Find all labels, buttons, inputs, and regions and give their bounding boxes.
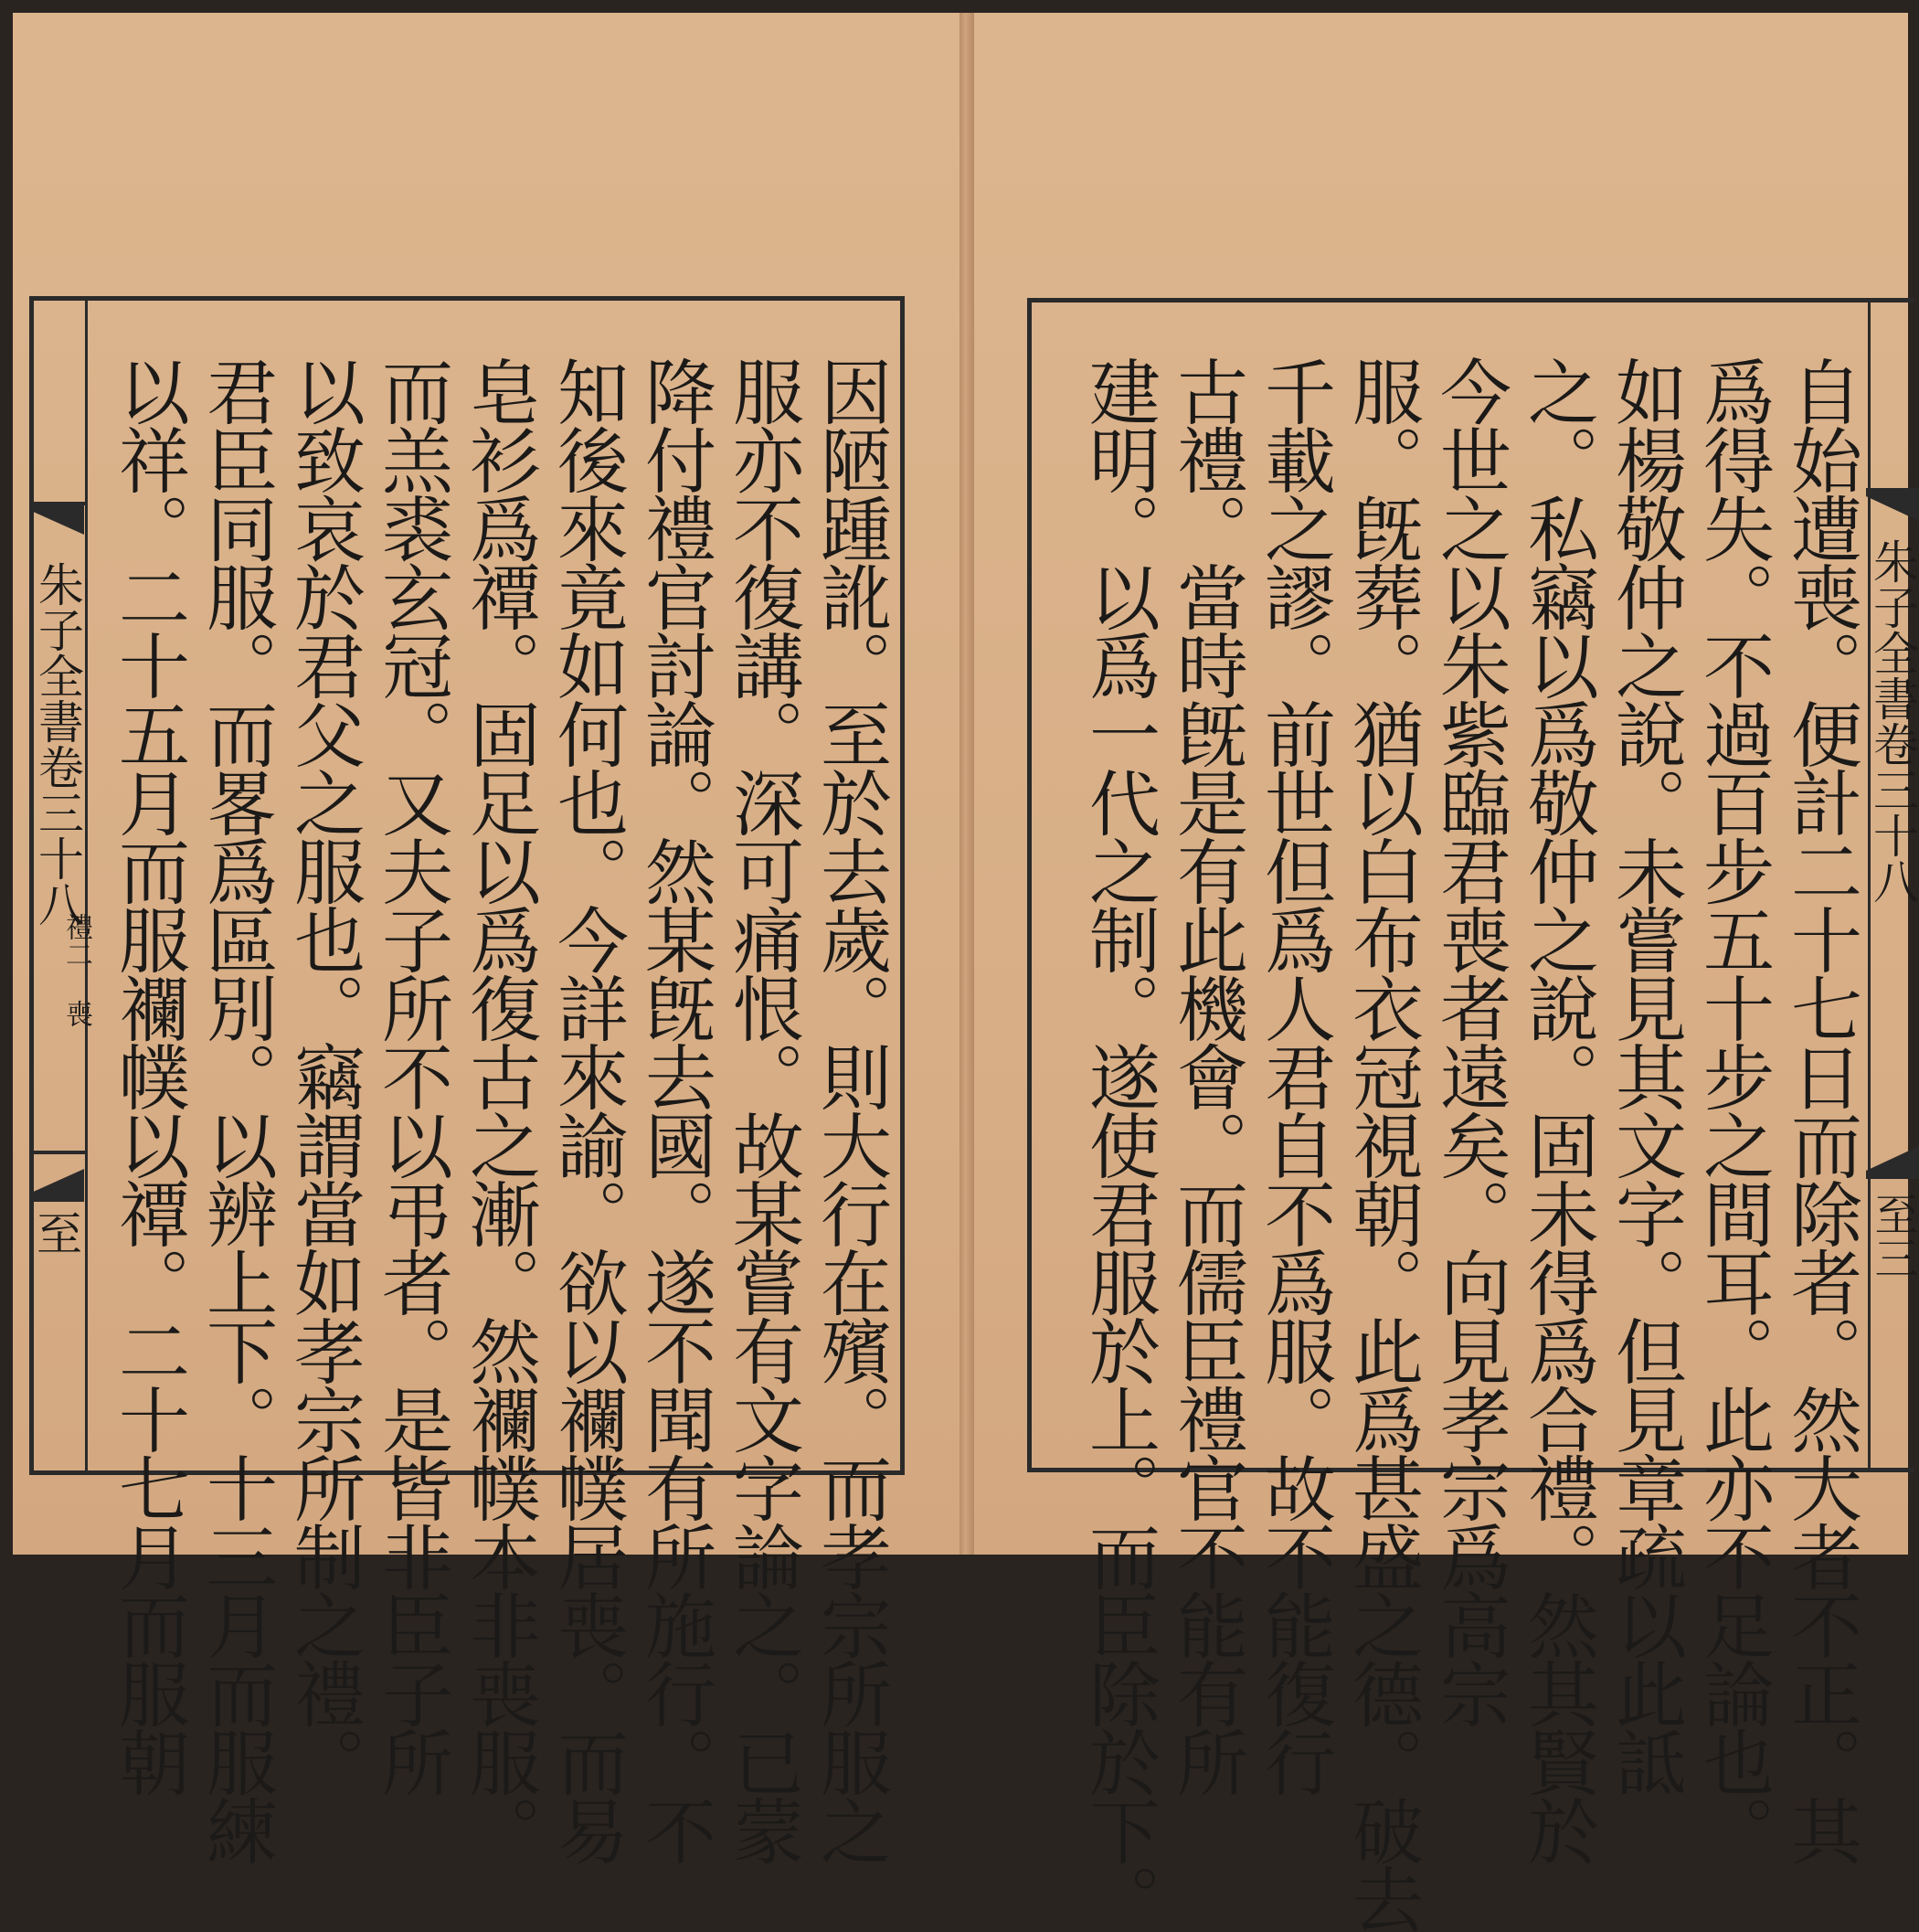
left-text-column: 皂衫爲禫。固足以爲復古之漸。然襴幞本非喪服。 xyxy=(458,356,540,1863)
left-banner-section: 禮二 喪 xyxy=(60,913,92,1027)
book-spread xyxy=(13,13,1919,1932)
right-text-column: 建明。以爲一代之制。遂使君服於上。而臣除於下。 xyxy=(1077,356,1160,1932)
left-text-column: 以致哀於君父之服也。竊謂當如孝宗所制之禮。 xyxy=(282,356,365,1795)
right-text-column: 之。私竊以爲敬仲之說。固未得爲合禮。然其賢於 xyxy=(1516,356,1598,1863)
right-text-column: 古禮。當時旣是有此機會。而儒臣禮官不能有所 xyxy=(1165,356,1247,1795)
right-text-column: 千載之謬。前世但爲人君自不爲服。故不能復行 xyxy=(1253,356,1335,1795)
right-banner-page-number: 至三 xyxy=(1867,1192,1918,1279)
left-text-column: 君臣同服。而畧爲區別。以辨上下。十三月而服練 xyxy=(195,356,277,1863)
left-text-column: 知後來竟如何也。今詳來諭。欲以襴幞居喪。而易 xyxy=(546,356,628,1863)
right-text-column: 如楊敬仲之說。未嘗見其文字。但見章疏以此詆 xyxy=(1604,356,1686,1795)
left-text-column: 降付禮官討論。然某旣去國。遂不聞有所施行。不 xyxy=(633,356,716,1863)
left-banner-title: 朱子全書卷三十八 xyxy=(31,561,84,927)
right-banner-title: 朱子全書卷三十八 xyxy=(1866,538,1919,904)
book-gutter xyxy=(960,13,974,1555)
left-banner-rule xyxy=(85,301,88,1470)
right-text-column: 今世之以朱紫臨君喪者遠矣。向見孝宗爲高宗 xyxy=(1428,356,1511,1726)
right-text-column: 自始遭喪。便計二十七日而除者。然大者不正。其 xyxy=(1779,356,1861,1863)
right-text-column: 服。旣葬。猶以白布衣冠視朝。此爲甚盛之德。破去 xyxy=(1341,356,1423,1932)
left-text-column: 服亦不復講。深可痛恨。故某嘗有文字論之。已蒙 xyxy=(721,356,803,1863)
left-banner-page-number: 至 xyxy=(29,1210,82,1256)
right-text-column: 爲得失。不過百步五十步之間耳。此亦不足論也。 xyxy=(1691,356,1774,1863)
left-banner-mid-line xyxy=(34,1151,85,1154)
left-text-column: 因陋踵訛。至於去歲。則大行在殯。而孝宗所服之 xyxy=(809,356,891,1863)
left-text-column: 以祥。二十五月而服襴幞以禫。二十七月而服朝 xyxy=(107,356,189,1795)
left-text-column: 而羔裘玄冠。又夫子所不以弔者。是皆非臣子所 xyxy=(370,356,452,1795)
